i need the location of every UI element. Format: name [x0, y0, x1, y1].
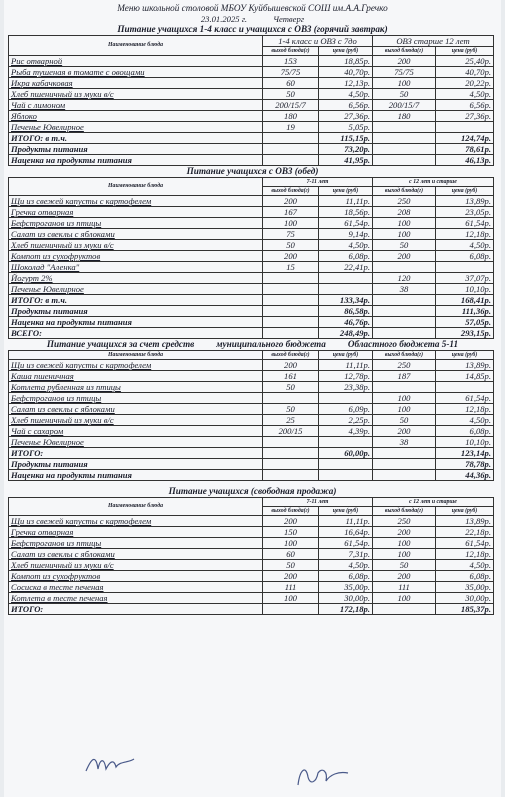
table-row — [9, 218, 494, 229]
section3-title-mid: муниципального бюджета — [216, 339, 326, 349]
table-row — [9, 240, 494, 251]
price-2 — [436, 382, 494, 393]
portion-2: 180 — [373, 111, 436, 122]
section1-markup-row — [9, 155, 494, 166]
section4-sub-out-2: выход блюда(г) — [373, 507, 436, 516]
table-row — [9, 78, 494, 89]
price-2: 23,05р. — [436, 207, 494, 218]
section3-sub-out-2: выход блюда(г) — [373, 351, 436, 360]
section2-products-row — [9, 306, 494, 317]
dish-name: Щи из свежей капусты с картофелем — [9, 360, 263, 371]
price-1: 6,08р. — [319, 251, 373, 262]
table-row — [9, 382, 494, 393]
price-2: 61,54р. — [436, 393, 494, 404]
price-1: 11,11р. — [319, 516, 373, 527]
table-row — [9, 404, 494, 415]
price-2: 6,56р. — [436, 100, 494, 111]
price-1: 6,56р. — [319, 100, 373, 111]
section3-title-right: Областного бюджета 5-11 — [347, 339, 459, 349]
portion-2: 200 — [373, 527, 436, 538]
price-2: 22,18р. — [436, 527, 494, 538]
portion-1: 75/75 — [263, 67, 319, 78]
portion-1: 200/15 — [263, 426, 319, 437]
price-2: 37,07р. — [436, 273, 494, 284]
portion-1 — [263, 284, 319, 295]
menu-date: 23.01.2025 г. — [200, 14, 248, 24]
price-2: 30,00р. — [436, 593, 494, 604]
section1-markup-1: 41,95р. — [319, 155, 373, 166]
portion-2: 38 — [373, 284, 436, 295]
section1-group2: ОВЗ старше 12 лет — [373, 36, 494, 47]
dish-name: Салат из свеклы с яблоками — [9, 229, 263, 240]
price-2: 40,70р. — [436, 67, 494, 78]
price-1 — [319, 393, 373, 404]
dish-name: Гречка отварная — [9, 207, 263, 218]
portion-1 — [263, 437, 319, 448]
section1-group1: 1-4 класс и ОВЗ с 7до — [263, 36, 373, 47]
dish-name: Компот из сухофруктов — [9, 571, 263, 582]
section1-table — [8, 35, 494, 166]
portion-1: 200 — [263, 571, 319, 582]
price-2 — [436, 122, 494, 133]
price-1 — [319, 273, 373, 284]
section4-sub-out-1: выход блюда(г) — [263, 507, 319, 516]
dish-name: Икра кабачковая — [9, 78, 263, 89]
portion-1: 150 — [263, 527, 319, 538]
section1-sub-out-1: выход блюда(г) — [263, 47, 319, 56]
portion-2: 50 — [373, 415, 436, 426]
portion-2: 100 — [373, 538, 436, 549]
portion-1: 153 — [263, 56, 319, 67]
section1-total-1: 115,15р. — [319, 133, 373, 144]
table-row — [9, 549, 494, 560]
section1-total-label: ИТОГО: в т.ч. — [9, 133, 263, 144]
price-2: 13,89р. — [436, 360, 494, 371]
section4-group1: 7-11 лет — [263, 498, 373, 507]
section2-all-2: 293,15р. — [436, 328, 494, 339]
section1-products-1: 73,20р. — [319, 144, 373, 155]
section1-sub-price-1: цена (руб) — [319, 47, 373, 56]
portion-1: 60 — [263, 78, 319, 89]
price-2: 10,10р. — [436, 437, 494, 448]
portion-1: 60 — [263, 549, 319, 560]
portion-1: 15 — [263, 262, 319, 273]
document-title: Меню школьной столовой МБОУ Куйбышевской СОШ им.А.А.Гречко — [117, 3, 388, 13]
price-1: 27,36р. — [319, 111, 373, 122]
menu-weekday: Четверг — [273, 14, 305, 24]
section3-total-1: 60,00р. — [319, 448, 373, 459]
section1-markup-label: Наценка на продукты питания — [9, 155, 263, 166]
price-1: 6,08р. — [319, 571, 373, 582]
price-1: 30,00р. — [319, 593, 373, 604]
section2-products-2: 111,36р. — [436, 306, 494, 317]
menu-document — [4, 0, 501, 797]
portion-2: 100 — [373, 229, 436, 240]
portion-1: 50 — [263, 89, 319, 100]
price-1: 40,70р. — [319, 67, 373, 78]
portion-2: 100 — [373, 404, 436, 415]
date-row — [4, 14, 501, 24]
price-1: 7,31р. — [319, 549, 373, 560]
price-2: 4,50р. — [436, 415, 494, 426]
price-1 — [319, 284, 373, 295]
section2-col-name: Наименование блюда — [9, 178, 263, 196]
section2-products-label: Продукты питания — [9, 306, 263, 317]
section4-title: Питание учащихся (свободная продажа) — [168, 486, 337, 496]
section2-markup-row — [9, 317, 494, 328]
table-row — [9, 56, 494, 67]
dish-name: Салат из свеклы с яблоками — [9, 549, 263, 560]
section2-group1: 7-11 лет — [263, 178, 373, 187]
portion-2: 120 — [373, 273, 436, 284]
dish-name: Чай с лимоном — [9, 100, 263, 111]
price-2: 12,18р. — [436, 549, 494, 560]
dish-name: Щи из свежей капусты с картофелем — [9, 196, 263, 207]
price-2: 10,10р. — [436, 284, 494, 295]
table-row — [9, 571, 494, 582]
dish-name: Хлеб пшеничный из муки в/с — [9, 89, 263, 100]
price-2: 6,08р. — [436, 571, 494, 582]
dish-name: Йогурт 2% — [9, 273, 263, 284]
section1-title: Питание учащихся 1-4 класс и учащихся с ОВЗ (горячий завтрак) — [117, 24, 388, 34]
table-row — [9, 207, 494, 218]
section1-products-2: 78,61р. — [436, 144, 494, 155]
section3-products-label: Продукты питания — [9, 459, 263, 470]
portion-1: 100 — [263, 593, 319, 604]
section3-sub-price-1: цена (руб) — [319, 351, 373, 360]
portion-2: 187 — [373, 371, 436, 382]
dish-name: Гречка отварная — [9, 527, 263, 538]
table-row — [9, 111, 494, 122]
portion-1 — [263, 393, 319, 404]
price-2: 6,08р. — [436, 426, 494, 437]
table-row — [9, 371, 494, 382]
table-row — [9, 516, 494, 527]
section4-total-2: 185,37р. — [436, 604, 494, 615]
portion-2: 100 — [373, 218, 436, 229]
section1-products-row — [9, 144, 494, 155]
price-1: 22,41р. — [319, 262, 373, 273]
price-1: 18,56р. — [319, 207, 373, 218]
dish-name: Печенье Ювелирное — [9, 122, 263, 133]
section2-sub-price-1: цена (руб) — [319, 187, 373, 196]
portion-1: 100 — [263, 218, 319, 229]
section2-sub-out-2: выход блюда(г) — [373, 187, 436, 196]
section3-sub-price-2: цена (руб) — [436, 351, 494, 360]
portion-1: 200 — [263, 196, 319, 207]
portion-2: 50 — [373, 89, 436, 100]
dish-name: Рис отварной — [9, 56, 263, 67]
price-2: 13,89р. — [436, 196, 494, 207]
section3-markup-label: Наценка на продукты питания — [9, 470, 263, 481]
table-row — [9, 273, 494, 284]
section1-markup-2: 46,13р. — [436, 155, 494, 166]
portion-1: 200 — [263, 251, 319, 262]
table-row — [9, 415, 494, 426]
section4-col-name: Наименование блюда — [9, 498, 263, 516]
section1-products-label: Продукты питания — [9, 144, 263, 155]
price-2: 13,89р. — [436, 516, 494, 527]
table-row — [9, 560, 494, 571]
portion-2: 100 — [373, 593, 436, 604]
price-2: 4,50р. — [436, 560, 494, 571]
table-row — [9, 393, 494, 404]
section2-sub-price-2: цена (руб) — [436, 187, 494, 196]
portion-2: 50 — [373, 240, 436, 251]
section2-group-row — [9, 178, 494, 187]
section2-group2: с 12 лет и старше — [373, 178, 494, 187]
section1-total-row — [9, 133, 494, 144]
dish-name: Котлета рубленная из птицы — [9, 382, 263, 393]
portion-1: 100 — [263, 538, 319, 549]
price-1: 12,13р. — [319, 78, 373, 89]
portion-1: 50 — [263, 240, 319, 251]
portion-2: 200 — [373, 571, 436, 582]
section3-table — [8, 350, 494, 481]
table-row — [9, 437, 494, 448]
section2-all-label: ВСЕГО: — [9, 328, 263, 339]
dish-name: Щи из свежей капусты с картофелем — [9, 516, 263, 527]
portion-2: 200 — [373, 426, 436, 437]
section2-table — [8, 177, 494, 339]
table-row — [9, 360, 494, 371]
price-2: 14,85р. — [436, 371, 494, 382]
portion-2 — [373, 122, 436, 133]
section1-sub-out-2: выход блюда(г) — [373, 47, 436, 56]
section2-all-row — [9, 328, 494, 339]
section4-total-row — [9, 604, 494, 615]
section3-products-row — [9, 459, 494, 470]
portion-2: 250 — [373, 360, 436, 371]
portion-1: 50 — [263, 382, 319, 393]
portion-1: 200 — [263, 516, 319, 527]
table-row — [9, 196, 494, 207]
section3-total-2: 123,14р. — [436, 448, 494, 459]
section1-group-row — [9, 36, 494, 47]
price-1: 16,64р. — [319, 527, 373, 538]
section2-markup-label: Наценка на продукты питания — [9, 317, 263, 328]
dish-name: Котлета в тесте печеная — [9, 593, 263, 604]
price-1: 2,25р. — [319, 415, 373, 426]
section3-products-2: 78,78р. — [436, 459, 494, 470]
portion-1 — [263, 273, 319, 284]
portion-2: 200 — [373, 56, 436, 67]
price-2: 12,18р. — [436, 229, 494, 240]
price-1: 4,50р. — [319, 240, 373, 251]
portion-1: 50 — [263, 560, 319, 571]
signature-2 — [294, 763, 354, 789]
table-row — [9, 229, 494, 240]
table-row — [9, 100, 494, 111]
dish-name: Компот из сухофруктов — [9, 251, 263, 262]
table-row — [9, 593, 494, 604]
table-row — [9, 89, 494, 100]
section2-markup-1: 46,76р. — [319, 317, 373, 328]
price-2 — [436, 262, 494, 273]
section1-col-name: Наименование блюда — [9, 36, 263, 56]
price-1: 4,50р. — [319, 89, 373, 100]
dish-name: Бефстроганов из птицы — [9, 393, 263, 404]
signature-1 — [84, 753, 144, 775]
section2-all-1: 248,49р. — [319, 328, 373, 339]
section4-sub-price-1: цена (руб) — [319, 507, 373, 516]
price-2: 4,50р. — [436, 240, 494, 251]
price-2: 20,22р. — [436, 78, 494, 89]
section4-total-label: ИТОГО: — [9, 604, 263, 615]
dish-name: Каша пшеничная — [9, 371, 263, 382]
price-2: 4,50р. — [436, 89, 494, 100]
portion-2: 100 — [373, 549, 436, 560]
price-2: 61,54р. — [436, 538, 494, 549]
table-row — [9, 122, 494, 133]
section2-markup-2: 57,05р. — [436, 317, 494, 328]
dish-name: Шоколад "Аленка" — [9, 262, 263, 273]
price-2: 35,00р. — [436, 582, 494, 593]
section2-total-1: 133,34р. — [319, 295, 373, 306]
portion-1: 200 — [263, 360, 319, 371]
portion-2: 100 — [373, 78, 436, 89]
section2-products-1: 86,58р. — [319, 306, 373, 317]
portion-2 — [373, 382, 436, 393]
portion-2: 50 — [373, 560, 436, 571]
portion-1: 50 — [263, 404, 319, 415]
price-1: 18,85р. — [319, 56, 373, 67]
price-1: 23,38р. — [319, 382, 373, 393]
portion-2: 208 — [373, 207, 436, 218]
table-row — [9, 538, 494, 549]
dish-name: Хлеб пшеничный из муки в/с — [9, 560, 263, 571]
dish-name: Салат из свеклы с яблоками — [9, 404, 263, 415]
portion-1: 111 — [263, 582, 319, 593]
section3-markup-row — [9, 470, 494, 481]
portion-1: 200/15/7 — [263, 100, 319, 111]
section1-total-2: 124,74р. — [436, 133, 494, 144]
section2-title: Питание учащихся с ОВЗ (обед) — [186, 166, 319, 176]
price-2: 61,54р. — [436, 218, 494, 229]
price-1: 61,54р. — [319, 538, 373, 549]
price-1: 12,78р. — [319, 371, 373, 382]
dish-name: Яблоко — [9, 111, 263, 122]
table-row — [9, 582, 494, 593]
portion-1: 180 — [263, 111, 319, 122]
dish-name: Печенье Ювелирное — [9, 437, 263, 448]
portion-2: 200 — [373, 251, 436, 262]
price-2: 6,08р. — [436, 251, 494, 262]
portion-1: 25 — [263, 415, 319, 426]
table-row — [9, 426, 494, 437]
portion-2: 250 — [373, 516, 436, 527]
price-1: 6,09р. — [319, 404, 373, 415]
table-row — [9, 284, 494, 295]
dish-name: Бефстроганов из птицы — [9, 538, 263, 549]
portion-1: 75 — [263, 229, 319, 240]
table-row — [9, 262, 494, 273]
price-1: 61,54р. — [319, 218, 373, 229]
portion-2: 75/75 — [373, 67, 436, 78]
section1-sub-price-2: цена (руб) — [436, 47, 494, 56]
portion-2: 100 — [373, 393, 436, 404]
section4-group-row — [9, 498, 494, 507]
section2-total-label: ИТОГО: в т.ч. — [9, 295, 263, 306]
portion-2: 111 — [373, 582, 436, 593]
section4-total-1: 172,18р. — [319, 604, 373, 615]
section3-title — [4, 339, 501, 350]
portion-1: 167 — [263, 207, 319, 218]
section4-table — [8, 497, 494, 615]
price-1: 11,11р. — [319, 196, 373, 207]
portion-1: 19 — [263, 122, 319, 133]
portion-1: 161 — [263, 371, 319, 382]
section3-markup-2: 44,36р. — [436, 470, 494, 481]
price-1: 4,39р. — [319, 426, 373, 437]
section2-total-2: 168,41р. — [436, 295, 494, 306]
dish-name: Чай с сахаром — [9, 426, 263, 437]
section3-total-row — [9, 448, 494, 459]
section3-col-name: Наименование блюда — [9, 351, 263, 360]
table-row — [9, 527, 494, 538]
table-row — [9, 251, 494, 262]
portion-2: 38 — [373, 437, 436, 448]
price-2: 25,40р. — [436, 56, 494, 67]
price-1: 4,50р. — [319, 560, 373, 571]
table-row — [9, 67, 494, 78]
section3-total-label: ИТОГО: — [9, 448, 263, 459]
section3-subhead-row — [9, 351, 494, 360]
dish-name: Печенье Ювелирное — [9, 284, 263, 295]
section3-title-left: Питание учащихся за счет средств — [46, 339, 195, 349]
section4-group2: с 12 лет и старше — [373, 498, 494, 507]
dish-name: Сосиска в тесте печеная — [9, 582, 263, 593]
section3-sub-out-1: выход блюда(г) — [263, 351, 319, 360]
dish-name: Рыба тушеная в томате с овощами — [9, 67, 263, 78]
price-2: 27,36р. — [436, 111, 494, 122]
price-1: 5,05р. — [319, 122, 373, 133]
price-2: 12,18р. — [436, 404, 494, 415]
price-1: 35,00р. — [319, 582, 373, 593]
portion-2: 250 — [373, 196, 436, 207]
dish-name: Хлеб пшеничный из муки в/с — [9, 240, 263, 251]
dish-name: Бефстроганов из птицы — [9, 218, 263, 229]
section4-sub-price-2: цена (руб) — [436, 507, 494, 516]
section2-total-row — [9, 295, 494, 306]
section2-sub-out-1: выход блюда(г) — [263, 187, 319, 196]
price-1: 9,14р. — [319, 229, 373, 240]
price-1: 11,11р. — [319, 360, 373, 371]
portion-2: 200/15/7 — [373, 100, 436, 111]
dish-name: Хлеб пшеничный из муки в/с — [9, 415, 263, 426]
portion-2 — [373, 262, 436, 273]
price-1 — [319, 437, 373, 448]
